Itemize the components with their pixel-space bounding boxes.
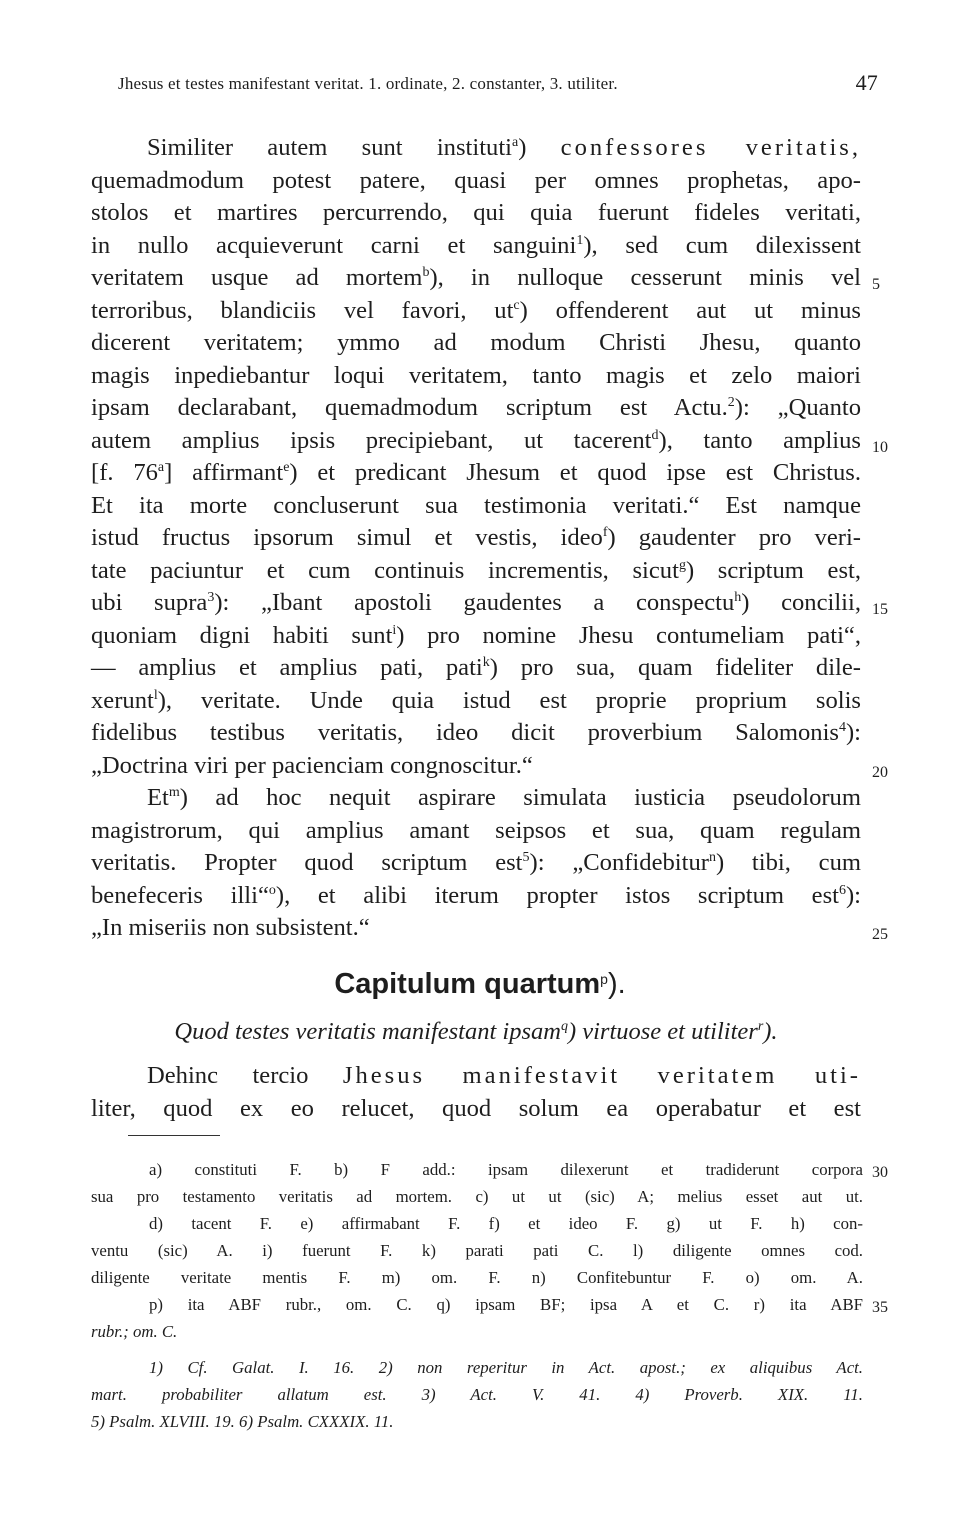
chapter-text (91, 1060, 861, 1125)
text-line: quemadmodum potest patere, quasi per omnes prophetas, apo- (91, 166, 861, 194)
line-number: 5 (872, 276, 880, 293)
running-header (118, 70, 878, 95)
footnote-line: 5) Psalm. XLVIII. 19. 6) Psalm. CXXXIX. 11. (91, 1412, 394, 1431)
text-line: Et ita morte concluserunt sua testimonia veritati.“ Est namque (91, 491, 861, 519)
text-line: — amplius et amplius pati, pati$^k$) pro sua, quam fideliter dile- (91, 654, 862, 681)
line-number: 30 (872, 1164, 888, 1181)
footnote-separator (128, 1135, 220, 1136)
main-text (91, 132, 861, 945)
line-number: 15 (872, 601, 888, 618)
text-line: Similiter autem sunt instituti$^a$) confessores veritatis, (147, 134, 861, 161)
footnote-line: ventu (sic) A. i) fuerunt F. k) parati pati C. l) diligente omnes cod. (91, 1241, 863, 1260)
line-number: 35 (872, 1299, 888, 1316)
spaced-emphasis: confessores veritatis, (560, 134, 861, 161)
footnote-line: diligente veritate mentis F. m) om. F. n) Confitebuntur F. o) om. A. (91, 1268, 863, 1287)
critical-apparatus (91, 1156, 863, 1345)
page-number: 47 (855, 70, 878, 95)
spaced-emphasis: Jhesus manifestavit veritatem uti- (342, 1062, 862, 1089)
text-line: „Doctrina viri per pacienciam congnoscitur.“ (91, 751, 533, 779)
line-number: 20 (872, 764, 888, 781)
line-number: 10 (872, 439, 888, 456)
footnote-line: p) ita ABF rubr., om. C. q) ipsam BF; ipsa A et C. r) ita ABF (149, 1295, 863, 1314)
text-line: terroribus, blandiciis vel favori, $ut^c$) offenderent aut ut minus (91, 296, 862, 324)
text-line: quoniam digni habiti sunt$^i$) pro nomine Jhesu contumeliam pati“, (91, 621, 861, 649)
text-line: fidelibus testibus veritatis, ideo dicit proverbium Salomonis$^4$): (91, 719, 861, 746)
text-line: dicerent veritatem; ymmo ad modum Christi Jhesu, quanto (91, 329, 862, 356)
chapter-heading: Capitulum quartum$^p$). (334, 968, 626, 1000)
text-line: istud fructus ipsorum simul et vestis, ideo$^f$) gaudenter pro veri- (91, 524, 861, 551)
text-line: xerunt$^l$), veritate. Unde quia istud est proprie proprium solis (91, 686, 861, 714)
text-line: Et$^m$) ad hoc nequit aspirare simulata iusticia pseudolorum (147, 784, 861, 811)
text-line: autem amplius ipsis precipiebant, ut tacerent$^d$), tanto amplius (91, 426, 862, 454)
text-line: veritatis. Propter quod scriptum est$^5$): „Confidebitur$^n$) tibi, cum (91, 849, 861, 876)
text-line: tate paciuntur et cum continuis incrementis, sicut$^g$) scriptum est, (91, 556, 862, 584)
footnote-line: 1) Cf. Galat. I. 16. 2) non reperitur in Act. apost.; ex aliquibus Act. (149, 1358, 863, 1377)
line-number: 25 (872, 926, 888, 943)
footnote-line: sua pro testamento veritatis ad mortem. c) ut ut (sic) A; melius esset aut ut. (91, 1187, 863, 1206)
text-line: Dehinc tercio Jhesus manifestavit veritatem uti- (147, 1062, 862, 1089)
text-line: liter, quod ex eo relucet, quod solum ea operabatur et est (91, 1094, 861, 1122)
footnote-line: rubr.; om. C. (91, 1322, 178, 1341)
source-notes (91, 1354, 863, 1435)
text-line: benefeceris illi“$^o$), et alibi iterum propter istos scriptum est$^6$): (91, 881, 862, 909)
text-line: magistrorum, qui amplius amant seipsos et sua, quam regulam (91, 816, 861, 844)
text-line: „In miseriis non subsistent.“ (91, 914, 370, 941)
text-line: ubi supra$^3$): „Ibant apostoli gaudentes a conspectu$^h$) concilii, (91, 589, 861, 616)
text-line: ipsam declarabant, quemadmodum scriptum est Actu.$^2$): „Quanto (91, 394, 861, 421)
footnote-line: a) constituti F. b) F add.: ipsam dilexerunt et tradiderunt corpora (149, 1160, 863, 1179)
text-line: in nullo acquieverunt carni et sanguini$^1$), sed cum dilexissent (91, 231, 861, 259)
text-line: veritatem usque ad mortem$^b$), in nulloque cesserunt minis vel (91, 264, 861, 291)
text-line: stolos et martires percurrendo, qui quia fuerunt fideles veritati, (91, 199, 861, 226)
text-line: [f. 76$^a$] affirmant$^e$) et predicant Jhesum et quod ipse est Christus. (91, 459, 861, 486)
chapter-subheading: Quod testes veritatis manifestant ipsam$^q$) virtuose et utiliter$^r$). (174, 1018, 778, 1045)
text-line: magis inpediebantur loqui veritatem, tanto magis et zelo maiori (91, 361, 861, 389)
running-title: Jhesus et testes manifestant veritat. 1. ordinate, 2. constanter, 3. utiliter. (118, 74, 618, 93)
footnote-line: mart. probabiliter allatum est. 3) Act. V. 41. 4) Proverb. XIX. 11. (91, 1385, 863, 1404)
footnote-line: d) tacent F. e) affirmabant F. f) et ideo F. g) ut F. h) con- (149, 1214, 863, 1233)
